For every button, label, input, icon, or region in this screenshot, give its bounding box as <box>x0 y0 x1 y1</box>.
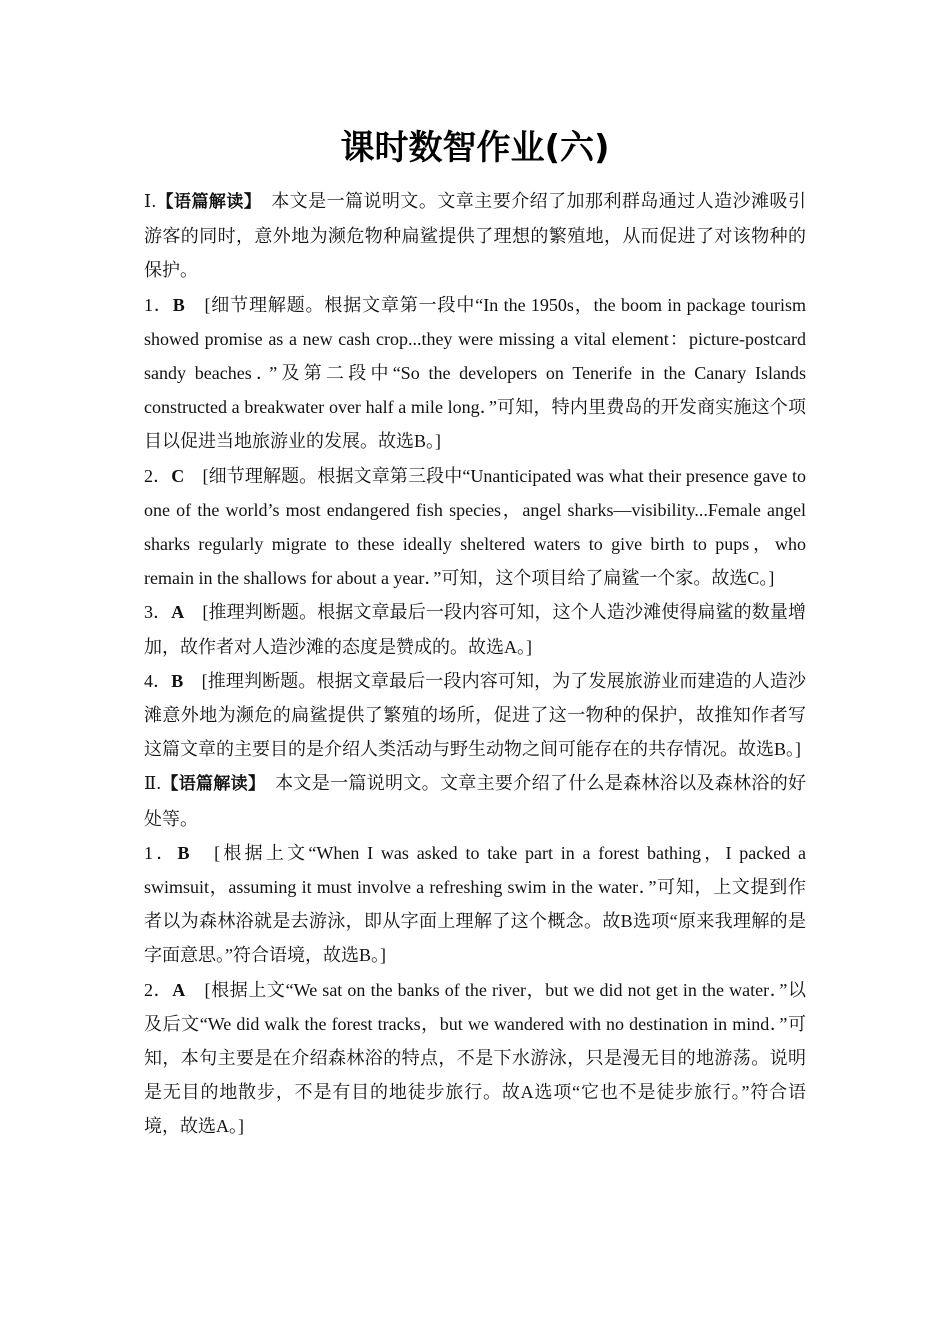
answer-item <box>144 836 806 973</box>
section-heading: 【语篇解读】 <box>161 774 257 795</box>
answer-item <box>144 459 806 596</box>
answer-letter: B <box>177 842 190 863</box>
section-intro-text: 本文是一篇说明文。文章主要介绍了什么是森林浴以及森林浴的好处等。 <box>144 773 807 829</box>
question-number: 2． <box>144 979 173 1000</box>
section-heading: 【语篇解读】 <box>156 192 253 212</box>
answer-item <box>144 595 806 663</box>
answer-letter: B <box>172 294 185 315</box>
answer-explanation: [细节理解题。根据文章第三段中“Unanticipated was what their presence gave to one of the world’s most endangered fish species，angel sharks—visibility...Female angel sharks regularly migrate to these ideally sheltered waters to give birth to pups，who remain in the shallows for about a year．”可知，这个项目给了扁鲨一个家。故选C。] <box>144 465 807 589</box>
section-intro <box>144 184 806 288</box>
answer-item <box>144 973 806 1144</box>
page-title: 课时数智作业(六) <box>340 128 610 168</box>
question-number: 3． <box>144 602 172 623</box>
answer-letter: A <box>172 979 186 1000</box>
answer-explanation: [细节理解题。根据文章第一段中“In the 1950s，the boom in package tourism showed promise as a new cash crop...they were missing a vital element：picture-postcard sandy beaches．”及第二段中“So the developers on Tenerife in the Canary Islands constructed a breakwater over half a mile long．”可知，特内里费岛的开发商实施这个项目以促进当地旅游业的发展。故选B。] <box>144 294 806 452</box>
answer-item <box>144 288 806 459</box>
answer-content <box>144 184 806 1144</box>
question-number: 2． <box>144 465 172 486</box>
section-intro <box>144 766 806 835</box>
answer-letter: A <box>171 602 185 623</box>
question-number: 4． <box>144 670 172 691</box>
answer-item <box>144 664 806 767</box>
answer-explanation: [根据上文“When I was asked to take part in a forest bathing，I packed a swimsuit，assuming it must involve a refreshing swim in the water．”可知，上文提到作者以为森林浴就是去游泳，即从字面上理解了这个概念。故B选项“原来我理解的是字面意思。”符合语境，故选B。] <box>144 842 806 966</box>
answer-explanation: [根据上文“We sat on the banks of the river，but we did not get in the water．”以及后文“We did walk the forest tracks，but we wandered with no destination in mind．”可知，本句主要是在介绍森林浴的特点，不是下水游泳，只是漫无目的地游荡。说明是无目的地散步，不是有目的地徒步旅行。故A选项“它也不是徒步旅行。”符合语境，故选A。] <box>144 979 806 1137</box>
question-number: 1． <box>144 842 178 863</box>
section-intro-text: 本文是一篇说明文。文章主要介绍了加那利群岛通过人造沙滩吸引游客的同时，意外地为濒危物种扁鲨提供了理想的繁殖地，从而促进了对该物种的保护。 <box>144 191 807 281</box>
section-number: Ⅰ. <box>144 191 157 211</box>
answer-letter: C <box>171 465 185 486</box>
question-number: 1． <box>144 294 173 315</box>
section-number: Ⅱ. <box>144 773 162 794</box>
answer-explanation: [推理判断题。根据文章最后一段内容可知，为了发展旅游业而建造的人造沙滩意外地为濒危的扁鲨提供了繁殖的场所，促进了这一物种的保护，故推知作者写这篇文章的主要目的是介绍人类活动与野生动物之间可能存在的共存情况。故选B。] <box>144 670 807 760</box>
answer-explanation: [推理判断题。根据文章最后一段内容可知，这个人造沙滩使得扁鲨的数量增加，故作者对人造沙滩的态度是赞成的。故选A。] <box>144 602 806 657</box>
answer-letter: B <box>171 670 184 691</box>
